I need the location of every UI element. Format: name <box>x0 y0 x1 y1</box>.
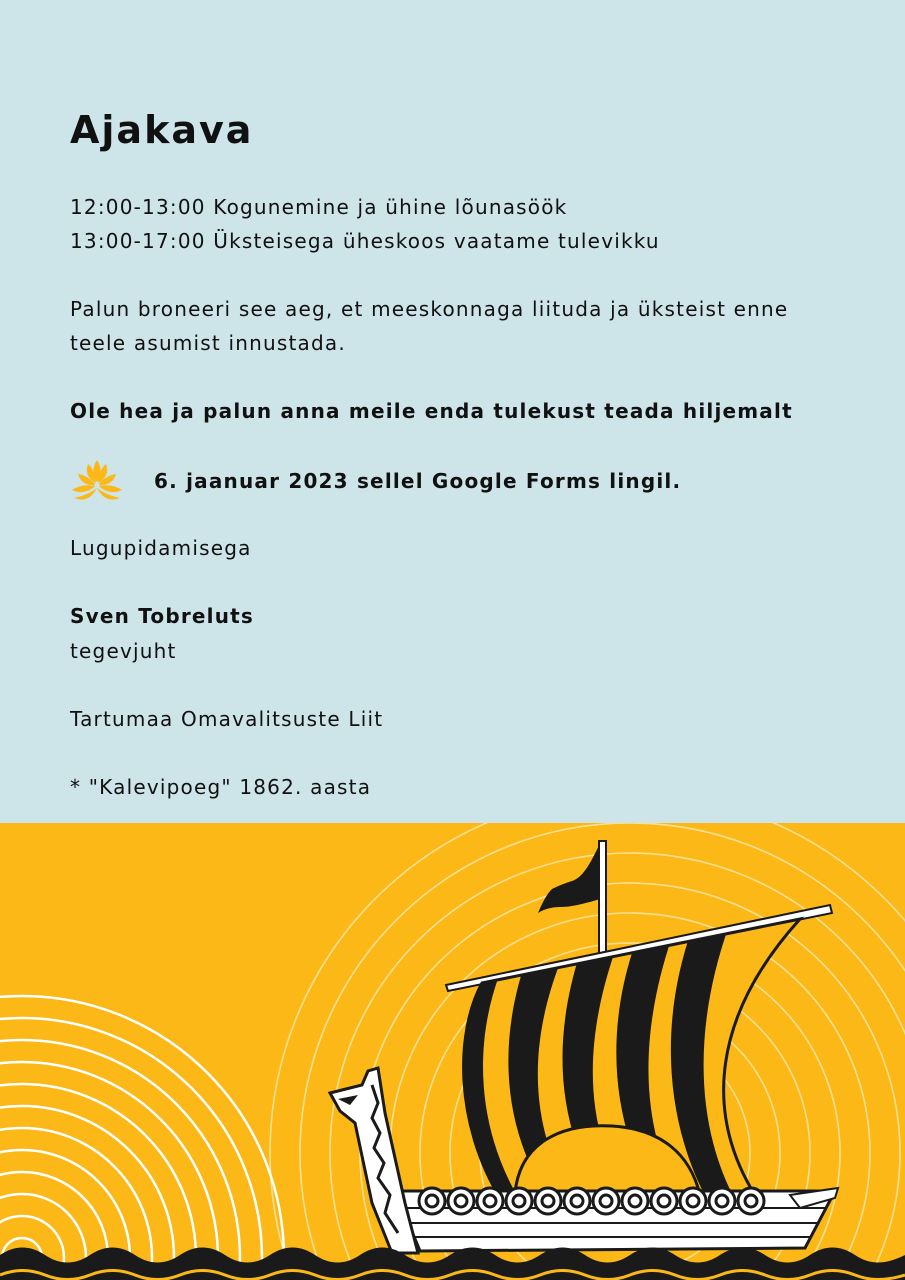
deadline-text: 6. jaanuar 2023 sellel Google Forms lingil. <box>154 469 682 493</box>
rsvp-text: Ole hea ja palun anna meile enda tulekust teada hiljemalt <box>70 399 793 423</box>
closing-text: Lugupidamisega <box>70 536 252 560</box>
sea-waves <box>0 1248 905 1280</box>
sun-rings-left <box>0 996 284 1280</box>
schedule-item-1: 12:00-13:00 Kogunemine ja ühine lõunasöök <box>70 195 568 219</box>
viking-ship-illustration <box>0 823 905 1280</box>
schedule-item-2: 13:00-17:00 Üksteisega üheskoos vaatame tulevikku <box>70 229 660 253</box>
signer-title: tegevjuht <box>70 639 177 663</box>
page-title: Ajakava <box>70 108 254 152</box>
invitation-line-2: teele asumist innustada. <box>70 331 346 355</box>
dragon-prow <box>330 1068 418 1253</box>
invitation-line-1: Palun broneeri see aeg, et meeskonnaga liituda ja üksteist enne <box>70 297 789 321</box>
organization-name: Tartumaa Omavalitsuste Liit <box>70 707 384 731</box>
footnote: * "Kalevipoeg" 1862. aasta <box>70 775 372 799</box>
deadline-row <box>70 458 850 504</box>
signer-name: Sven Tobreluts <box>70 604 255 628</box>
illustration-panel <box>0 823 905 1280</box>
ship-sail <box>458 919 800 1221</box>
flower-logo-icon <box>70 458 124 504</box>
